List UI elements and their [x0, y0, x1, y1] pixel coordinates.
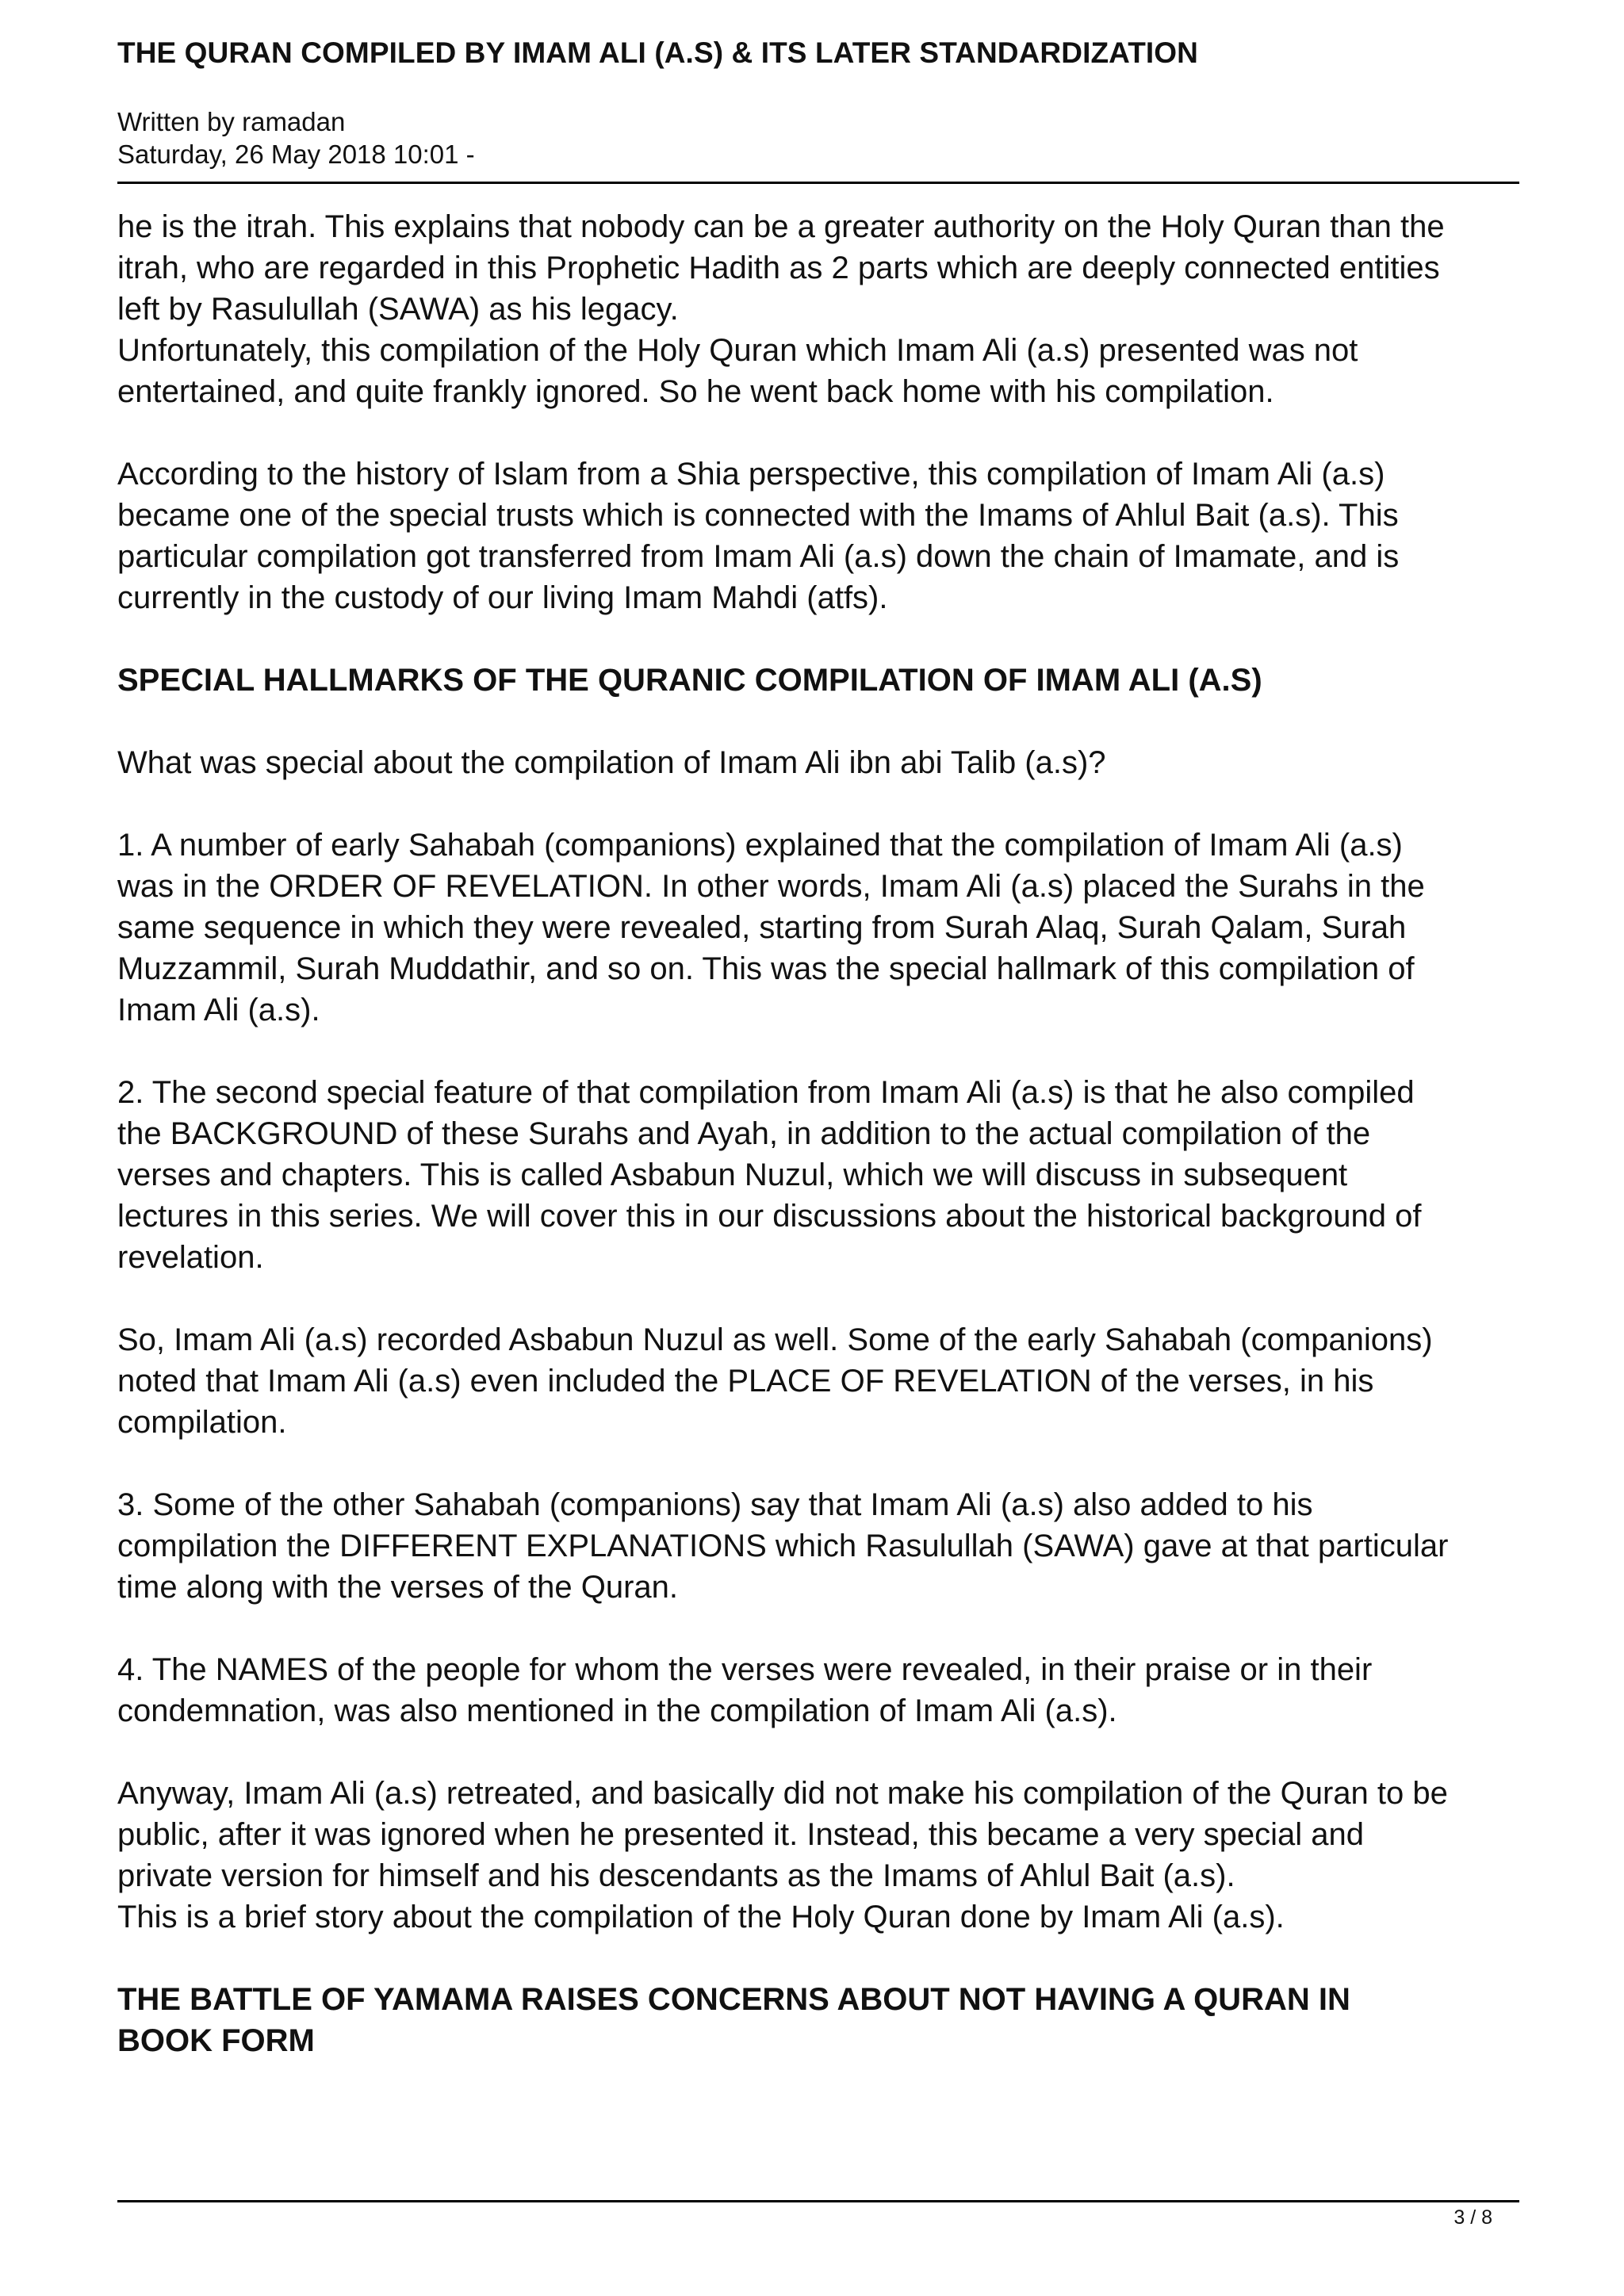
text-line: became one of the special trusts which is connected with the Imams of Ahlul Bait (a.s). This — [117, 498, 1399, 533]
paragraph — [117, 742, 1537, 783]
text-line: itrah, who are regarded in this Prophetic Hadith as 2 parts which are deeply connected entities — [117, 251, 1440, 285]
footer-divider — [117, 2200, 1519, 2202]
text-line: revelation. — [117, 1240, 264, 1275]
text-line: particular compilation got transferred from Imam Ali (a.s) down the chain of Imamate, and is — [117, 539, 1400, 574]
text-line: noted that Imam Ali (a.s) even included the PLACE OF REVELATION of the verses, in his — [117, 1364, 1374, 1399]
text-line: entertained, and quite frankly ignored. So he went back home with his compilation. — [117, 374, 1274, 409]
text-line: Muzzammil, Surah Muddathir, and so on. This was the special hallmark of this compilation of — [117, 951, 1415, 986]
header-divider — [117, 182, 1519, 184]
page-number: 3 / 8 — [1454, 2206, 1492, 2229]
text-line: left by Rasulullah (SAWA) as his legacy. — [117, 292, 679, 327]
date-line: Saturday, 26 May 2018 10:01 - — [117, 140, 475, 169]
text-line: 1. A number of early Sahabah (companions) explained that the compilation of Imam Ali (a.s) — [117, 828, 1403, 863]
text-line: currently in the custody of our living Imam Mahdi (atfs). — [117, 580, 888, 615]
text-line: Imam Ali (a.s). — [117, 993, 320, 1027]
text-line: What was special about the compilation of Imam Ali ibn abi Talib (a.s)? — [117, 745, 1106, 780]
text-line: he is the itrah. This explains that nobody can be a greater authority on the Holy Quran than the — [117, 209, 1445, 244]
text-line: 4. The NAMES of the people for whom the verses were revealed, in their praise or in their — [117, 1652, 1373, 1687]
paragraph — [117, 1773, 1537, 1938]
paragraph — [117, 1319, 1537, 1443]
text-line: private version for himself and his descendants as the Imams of Ahlul Bait (a.s). — [117, 1858, 1235, 1893]
text-line: compilation the DIFFERENT EXPLANATIONS which Rasulullah (SAWA) gave at that particular — [117, 1529, 1449, 1563]
document-title: THE QURAN COMPILED BY IMAM ALI (A.S) & ITS LATER STANDARDIZATION — [117, 36, 1199, 69]
paragraph — [117, 1649, 1537, 1732]
text-line: was in the ORDER OF REVELATION. In other words, Imam Ali (a.s) placed the Surahs in the — [117, 869, 1425, 904]
text-line: Anyway, Imam Ali (a.s) retreated, and basically did not make his compilation of the Quran to be — [117, 1776, 1448, 1811]
paragraph — [117, 825, 1537, 1031]
text-line: Unfortunately, this compilation of the Holy Quran which Imam Ali (a.s) presented was not — [117, 333, 1358, 368]
text-line: the BACKGROUND of these Surahs and Ayah, in addition to the actual compilation of the — [117, 1116, 1371, 1151]
text-line: lectures in this series. We will cover this in our discussions about the historical background of — [117, 1199, 1422, 1234]
text-line: condemnation, was also mentioned in the compilation of Imam Ali (a.s). — [117, 1693, 1117, 1728]
text-line: verses and chapters. This is called Asbabun Nuzul, which we will discuss in subsequent — [117, 1158, 1348, 1192]
text-line: public, after it was ignored when he presented it. Instead, this became a very special and — [117, 1817, 1365, 1852]
text-line: same sequence in which they were revealed, starting from Surah Alaq, Surah Qalam, Surah — [117, 910, 1407, 945]
section-heading: SPECIAL HALLMARKS OF THE QURANIC COMPILATION OF IMAM ALI (A.S) — [117, 663, 1262, 698]
article-body — [117, 206, 1537, 2061]
paragraph — [117, 1072, 1537, 1278]
section-heading: THE BATTLE OF YAMAMA RAISES CONCERNS ABOUT NOT HAVING A QURAN IN — [117, 1982, 1350, 2017]
text-line: So, Imam Ali (a.s) recorded Asbabun Nuzul as well. Some of the early Sahabah (companions) — [117, 1322, 1433, 1357]
text-line: According to the history of Islam from a Shia perspective, this compilation of Imam Ali (a.s) — [117, 457, 1385, 492]
paragraph — [117, 206, 1537, 412]
paragraph — [117, 453, 1537, 618]
author-line: Written by ramadan — [117, 107, 346, 136]
section-heading: BOOK FORM — [117, 2023, 315, 2058]
text-line: 2. The second special feature of that compilation from Imam Ali (a.s) is that he also compiled — [117, 1075, 1415, 1110]
text-line: This is a brief story about the compilation of the Holy Quran done by Imam Ali (a.s). — [117, 1900, 1285, 1934]
text-line: compilation. — [117, 1405, 287, 1440]
paragraph — [117, 1484, 1537, 1608]
text-line: time along with the verses of the Quran. — [117, 1570, 679, 1605]
article-meta — [117, 105, 475, 170]
text-line: 3. Some of the other Sahabah (companions) say that Imam Ali (a.s) also added to his — [117, 1487, 1313, 1522]
